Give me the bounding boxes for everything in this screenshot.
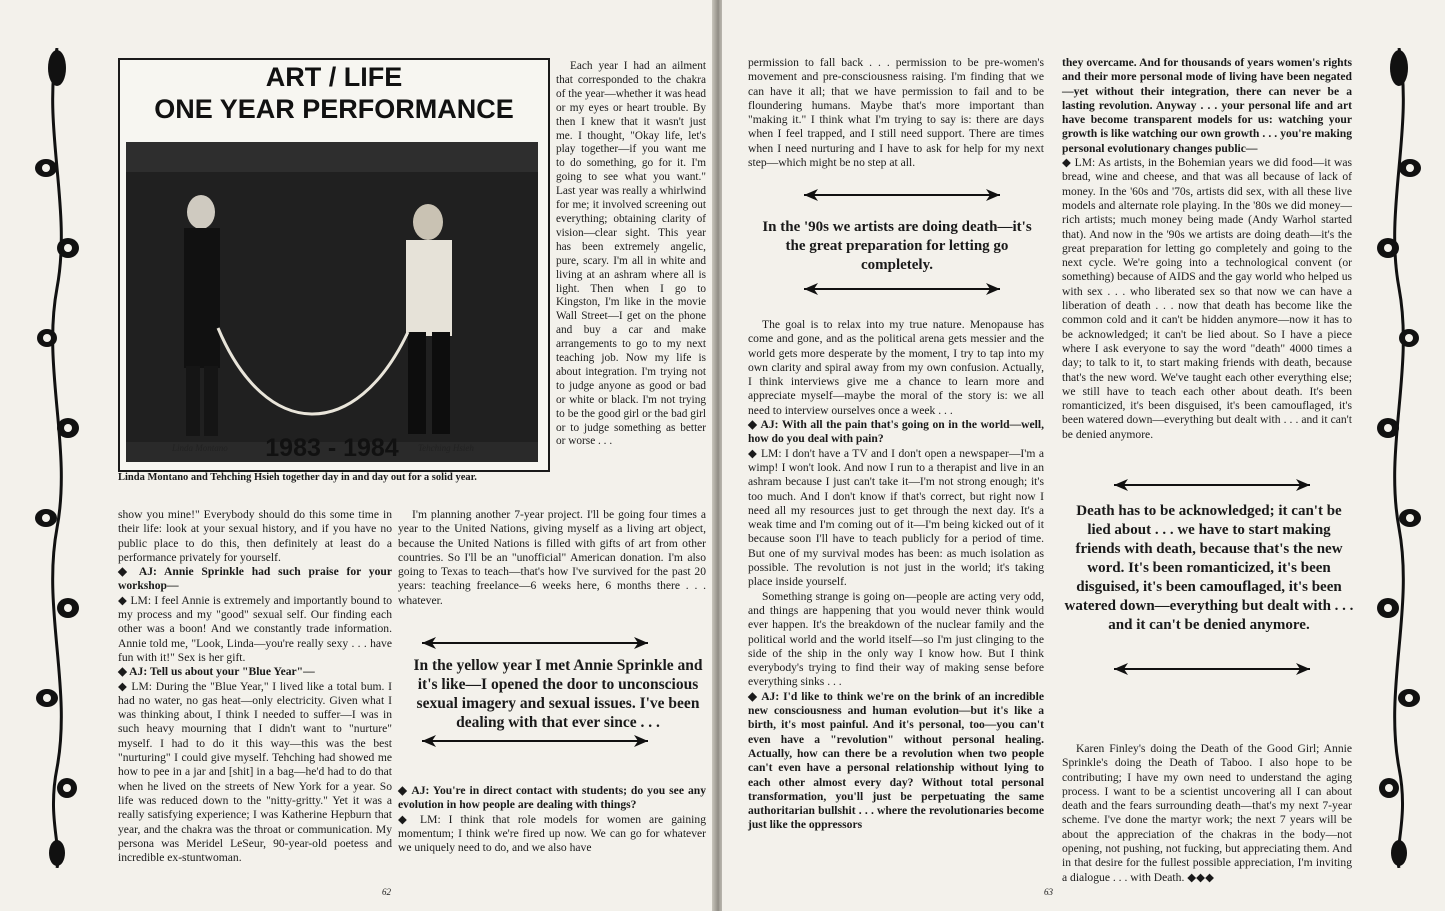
answer: ◆ LM: I feel Annie is extremely and importantly bound to my process and my "good" sexual self. Our finding each other was a boon! And we constantly trade information. Annie told me, "Look, Linda—you're really sexy . . . have fun with it!" Sex is her gift.: [118, 593, 392, 664]
paragraph: The goal is to relax into my true nature. Menopause has come and gone, and as the political arena gets messier and the world gets more desperate by the moment, I try to tap into my own clarity and spiral away from my own confusion. Actually, I think interviews give me a chance to learn more and appreciate myself—maybe the moral of the story is: we all need to interview ourselves once a week . . .: [748, 318, 1044, 417]
paragraph: Karen Finley's doing the Death of the Good Girl; Annie Sprinkle's doing the Death of Taboo. I also hope to be contributing; I have my own need to understand the aging process. I want to be a scientist uncovering all I can about death and the fears surrounding death—that's my next 7-year scheme. I've done the martyr work; the next 7 years will be about the appreciation of the chakras in the body—not opening, not pushing, not fucking, but appreciating them. And in that desire for the fullest possible appreciation, I'm inviting a dialogue . . . with Death. ◆◆◆: [1062, 742, 1352, 884]
pull-quote-yellow-year: In the yellow year I met Annie Sprinkle and it's like—I opened the door to unconscious sexual imagery and sexual issues. I've been dealing with that ever since . . .: [413, 657, 703, 731]
left-page-column-1: [118, 508, 392, 865]
page-number-right: 63: [1044, 887, 1053, 897]
art-life-photo-panel: [118, 58, 550, 472]
signature-tehching-hsieh: Tehching Hsieh: [418, 443, 474, 453]
left-page-side-column: [556, 60, 706, 449]
right-page: [722, 0, 1445, 911]
right-page-column-1-body: [748, 318, 1044, 833]
left-page-column-2-bottom: [398, 784, 706, 855]
question: ◆ AJ: With all the pain that's going on in the world—well, how do you deal with pain?: [748, 418, 1044, 446]
floral-vine-border-icon: [1374, 48, 1424, 868]
signature-linda-montano: Linda Montano: [172, 443, 228, 453]
arrow-divider-icon: [420, 734, 650, 748]
photo-title-line2: ONE YEAR PERFORMANCE: [154, 94, 514, 124]
paragraph: permission to fall back . . . permission to be pre-women's movement and pre-consciousness raising. I'm finding that we can have it all; that we have permission to fail and to be floundering humans. Maybe that's more important than "making it." I think what I'm trying to say is: there are days when I feel trapped, and I still need support. There are times when I need nurturing and I have to ask for help for my next step—which might be no step at all.: [748, 56, 1044, 170]
performance-figures-icon: [126, 142, 538, 462]
paragraph: show you mine!" Everybody should do this some time in their life: look at your sexual history, and if you have no public place to do this, then definitely at least do a performance privately for yourself.: [118, 508, 392, 564]
question: they overcame. And for thousands of years women's rights and their more personal mode of living have been negated—yet without their integration, there can never be a lasting revolution. Anyway . . . your personal life and art have become transparent models for us: watching your growth is like watching our own growth . . . you're making personal evolutionary changes public—: [1062, 56, 1352, 155]
answer: ◆ LM: During the "Blue Year," I lived like a total bum. I had no water, no gas heat—only electricity. Given what I was thinking about, I think I needed to suffer—I was in such heavy mourning that I didn't want to "nurture" myself. I had to do it this way—this was the best "nurturing" I could give myself. Tehching had showed me how to pee in a jar and [shit] in a bag—he'd had to do that when he lived on the streets of New York for a year. So life was reduced down to the "nitty-gritty." Yet it was a really satisfying experience; I was Katherine Hepburn that year, and the chakra was the throat or communication. My persona was Meridel LeSeur, 90-year-old poetess and incredible ex-stuntwoman.: [118, 679, 392, 865]
question: ◆ AJ: You're in direct contact with students; do you see any evolution in how people are dealing with things?: [398, 784, 706, 812]
answer: ◆ LM: As artists, in the Bohemian years we did food—it was bread, wine and cheese, and that was all because of lack of money. In the '60s and '70s, artists did sex, with all these live models and alternate role playing. In the '80s we did money—rich artists; much money being made (Andy Warhol started that). And now in the '90s we artists are doing death—it's the great preparation for letting go completely and going to the next cycle. We're going into a technological convent (or something) because of AIDS and the gay world who helped us with sex . . . who liberated sex so that now we can have a liberation of death . . . now that death has become like the common cold and it can't be hidden anymore—now it has to be acknowledged; it can't be lied about. So I have a piece where I ask everyone to say the word "death" 4000 times a day; to talk to it, to start making friends with death, because that's the new word. We've taught each other everything else; we still have to teach each other about death. It's been romanticized, it's been disguised, it's been camouflaged, it's been watered down—everything but dealt with . . . and it can't be denied anymore.: [1062, 156, 1352, 441]
arrow-divider-icon: [420, 636, 650, 650]
right-page-column-2-end: [1062, 742, 1352, 885]
page-number-left: 62: [382, 887, 391, 897]
pull-quote-death-acknowledged: Death has to be acknowledged; it can't be lied about . . . we have to start making friends with death, because that's the new word. It's been romanticized, it's been disguised, it's been camouflaged, it's been watered down—everything but dealt with . . . and it can't be denied anymore.: [1064, 503, 1354, 633]
arrow-divider-icon: [802, 188, 1002, 202]
floral-vine-border-icon: [32, 48, 82, 868]
photo-title-line1: ART / LIFE: [265, 62, 403, 92]
question: ◆ AJ: Annie Sprinkle had such praise for your workshop—: [118, 565, 392, 593]
arrow-divider-icon: [802, 282, 1002, 296]
right-page-column-1: [748, 56, 1044, 170]
arrow-divider-icon: [1112, 662, 1312, 676]
photo-years: 1983 - 1984: [265, 434, 399, 462]
paragraph: Something strange is going on—people are acting very odd, and things are happening that you would never think would ever happen. It's the breakdown of the nuclear family and the political world and the world itself—so I'm just clinging to the side of the ship in the only way I know how. But I think everybody's trying to find their way of making sense before everything sinks . . .: [748, 589, 1044, 689]
right-page-column-2: [1062, 56, 1352, 442]
paragraph: I'm planning another 7-year project. I'll be going four times a year to the United Nations, giving myself as a living art object, because the United Nations is filled with gifts of art from other countries. So I'll be an "unofficial" American donation. I'm also going to Texas to teach—that's how I've survived for the past 20 years: teaching freelance—6 weeks here, 6 months there . . . whatever.: [398, 508, 706, 607]
answer: ◆ LM: I don't have a TV and I don't open a newspaper—I'm a wimp! I won't look. And now I run to a therapist and live in an ashram because I just can't take it—I'm not strong enough; it's too much. And I don't know if that's correct, but right now I need all my resources just to get through the next day. It's a weak time and I'm coming out of it—I'm being kicked out of it because soon I'll have to teach publicly for a period of time. But one of my survival modes has been: as much isolation as possible. The revolution is not just in the world; it's taking place inside yourself.: [748, 446, 1044, 589]
arrow-divider-icon: [1112, 478, 1312, 492]
photo-caption: Linda Montano and Tehching Hsieh together day in and day out for a solid year.: [118, 472, 477, 483]
paragraph: Each year I had an ailment that corresponded to the chakra of the year—whether it was head or my eyes or heart trouble. By then I knew that it wasn't just me. I thought, "Okay life, let's play together—if you want me to do something, go for it. I'm going to see what you want." Last year was really a whirlwind for me; it involved screening out everything; obtaining clarity of vision—clear sight. This year has been extremely angelic, pure, scary. I'm all in white and living at an ashram where all is light. Then when I go to Kingston, I'm like in the movie Wall Street—I get on the phone and buy a car and make arrangements to go to my next teaching job. Now my life is about integration. I'm trying not to judge anyone as good or bad or white or black. I'm not trying to be the good girl or the bad girl or to judge something as better or worse . . .: [556, 60, 706, 448]
left-page-column-2: [398, 508, 706, 608]
question: ◆ AJ: I'd like to think we're on the brink of an incredible new consciousness and human evolution—but it's like a birth, it's most painful. And it's personal, too—you can't even have a "revolution" without personal healing. Actually, how can there be a revolution when two people can't even have a personal relationship without lying to each other almost every day? Without total personal transformation, you'll just be perpetuating the same authoritarian bullshit . . . where the revolutionaries become just like the oppressors: [748, 689, 1044, 832]
performance-photo: [126, 142, 538, 462]
answer: ◆ LM: I think that role models for women are gaining momentum; I think we're fired up now. We can go for whatever we uniquely need to do, and we also have: [398, 812, 706, 855]
question: ◆ AJ: Tell us about your "Blue Year"—: [118, 665, 315, 679]
left-page: [0, 0, 716, 911]
pull-quote-90s-death: In the '90s we artists are doing death—it's the great preparation for letting go completely.: [762, 219, 1032, 273]
